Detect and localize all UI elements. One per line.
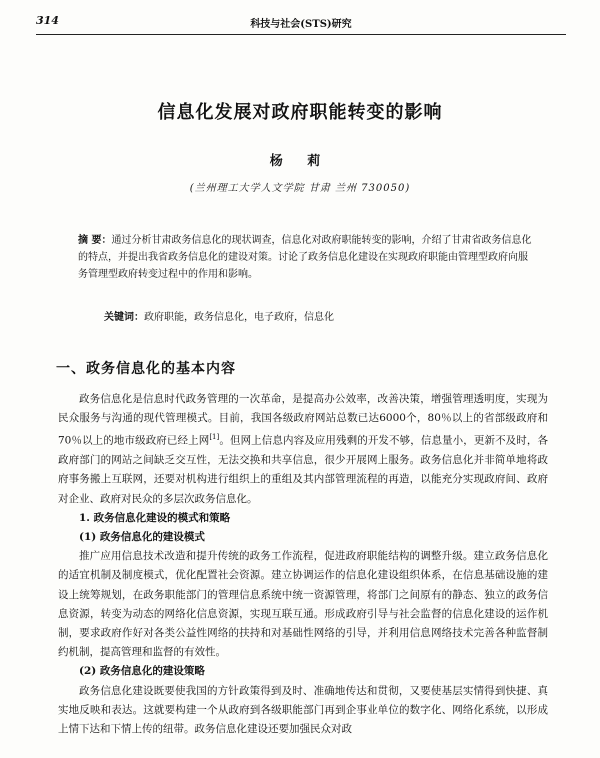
abstract [78,232,533,283]
paragraph-1-text-a: 政务信息化是信息时代政务管理的一次革命，是提高办公效率，改善决策，增强管理透明度，实现为民众服务与沟通的现代管理模式。目前，我国各级政府网站总数已达6000个，80％以上的省部级政府和70％以上的地市级政府已经上网 [58,393,548,447]
paragraph-3: 政务信息化建设既要使我国的方针政策得到及时、准确地传达和贯彻，又要使基层实情得到快捷、真实地反映和表达。这就要构建一个从政府到各级职能部门再到企事业单位的数字化、网络化系统，以形成上情下达和下情上传的纽带。政务信息化建设还要加强民众对政 [58,684,548,735]
paragraph-2: 推广应用信息技术改造和提升传统的政务工作流程，促进政府职能结构的调整升级。建立政务信息化的适宜机制及制度模式，优化配置社会资源。建立协调运作的信息化建设组织体系，在信息基础设施的建设上统筹规划，在政务职能部门的管理信息系统中统一资源管理，将部门之间原有的静态、独立的政务信息资源，转变为动态的网络化信息资源，实现互联互通。形成政府引导与社会监督的信息化建设的运作机制，要求政府作好对各类公益性网络的扶持和对基础性网络的引导，并利用信息网络技术完善各种监督制约机制，提高管理和监督的有效性。 [58,550,548,659]
author-name: 杨 莉 [269,154,331,169]
journal-name: 科技与社会(STS)研究 [250,19,352,30]
paragraph-1 [58,390,548,509]
abstract-text: 通过分析甘肃政务信息化的现状调查，信息化对政府职能转变的影响，介绍了甘肃省政务信息化的特点，并提出我省政务信息化的建设对策。讨论了政务信息化建设在实现政府职能由管理型政府向服务管理型政府转变过程中的作用和影响。 [78,235,532,280]
subheading-1-1: (1) 政务信息化的建设模式 [79,530,205,543]
page-number: 314 [36,14,59,27]
paragraph-1-text-b: 。但网上信息内容及应用残剩的开发不够，信息量小，更新不及时，各政府部门的网站之间缺乏交互性，无法交换和共享信息，很少开展网上服务。政务信息化并非简单地将政府事务搬上互联网，还要对机构进行组织上的重组及其内部管理流程的再造，以能充分实现政府间、政府对企业、政府对民众的多层次政务信息化。 [58,434,548,505]
paper-title: 信息化发展对政府职能转变的影响 [157,102,443,123]
subheading-1: 1. 政务信息化建设的模式和策略 [79,511,231,524]
keywords [104,308,534,323]
citation-ref: [1] [209,433,220,442]
keywords-text: 政府职能，政务信息化，电子政府，信息化 [144,312,334,323]
subheading-1-2: (2) 政务信息化的建设策略 [79,665,205,678]
body-text [58,390,548,739]
running-header [36,14,566,35]
author-affiliation: (兰州理工大学人文学院 甘肃 兰州 730050) [189,183,411,194]
section-heading: 一、政务信息化的基本内容 [56,361,236,377]
abstract-label: 摘 要： [78,235,112,246]
keywords-label: 关键词： [104,312,144,323]
